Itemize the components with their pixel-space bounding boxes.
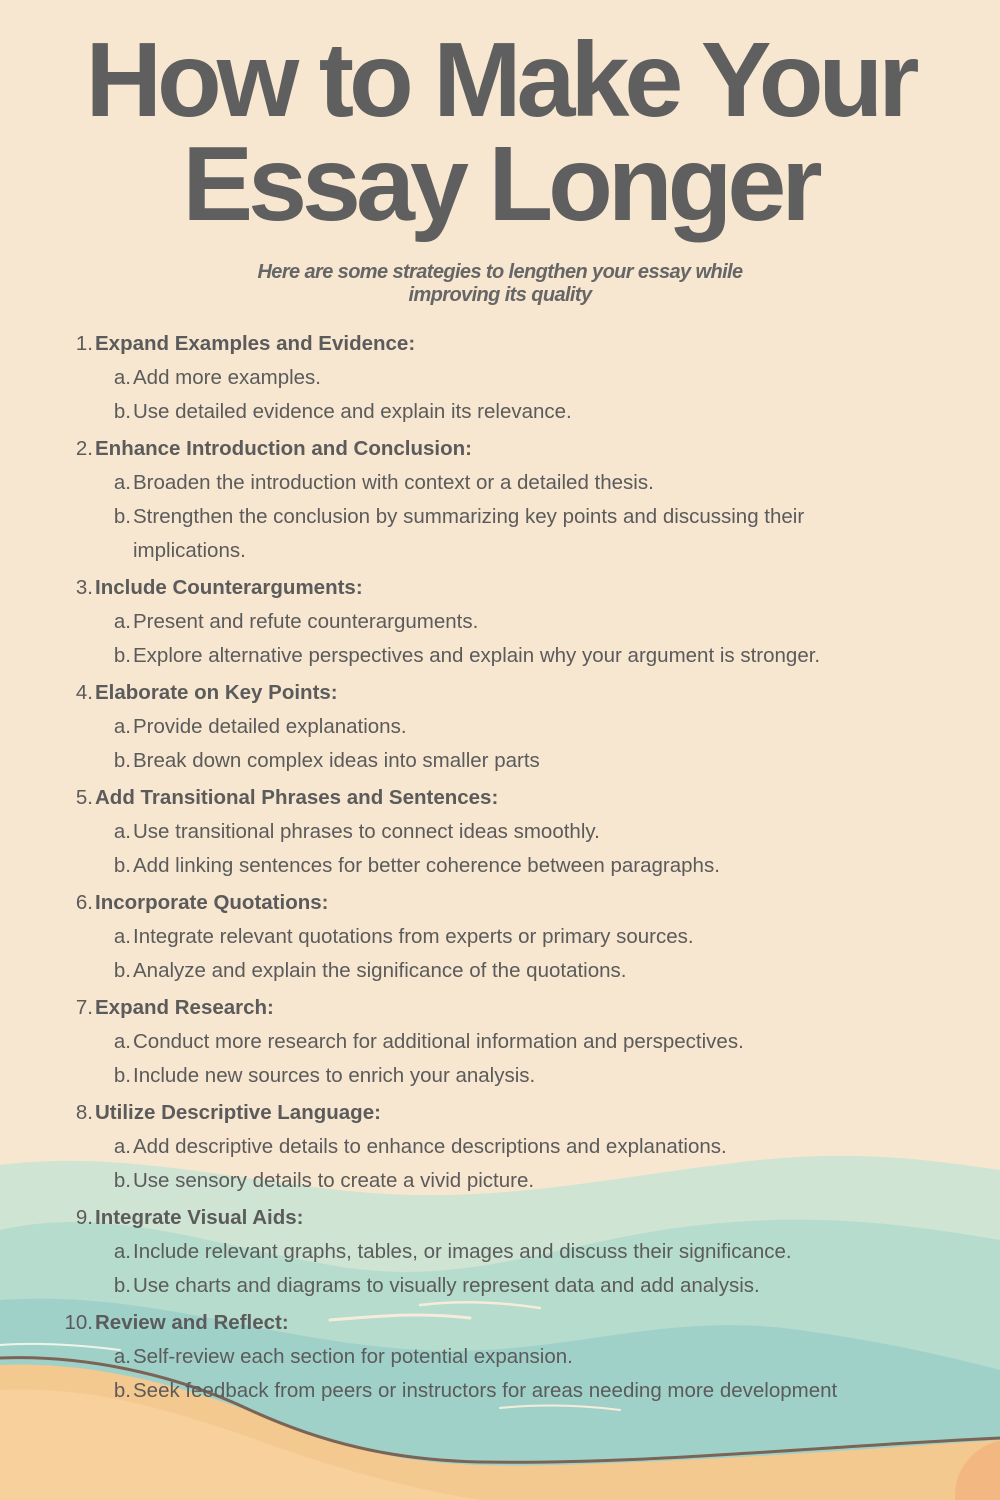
subitem-text: Self-review each section for potential expansion. bbox=[133, 1345, 573, 1368]
subitem-letter: b. bbox=[113, 854, 131, 877]
subitem-text: Use charts and diagrams to visually represent data and add analysis. bbox=[133, 1274, 760, 1297]
subitem-text: Conduct more research for additional information and perspectives. bbox=[133, 1030, 744, 1053]
strategy-subitem bbox=[0, 500, 1000, 568]
subitem-text: Add more examples. bbox=[133, 366, 322, 389]
strategy-heading-row bbox=[0, 886, 1000, 920]
strategy-heading-row bbox=[0, 991, 1000, 1025]
strategy-subitem bbox=[0, 639, 1000, 673]
strategy-subitem bbox=[0, 1340, 1000, 1374]
subitem-letter: b. bbox=[113, 1274, 131, 1297]
strategy-number: 2. bbox=[75, 437, 93, 460]
title-line-2: Essay Longer bbox=[182, 125, 818, 243]
strategy-item bbox=[0, 327, 1000, 429]
subitem-letter: b. bbox=[113, 1379, 131, 1402]
subitem-letter: a. bbox=[113, 820, 131, 843]
strategy-subitem bbox=[0, 395, 1000, 429]
subitem-text: Add descriptive details to enhance descriptions and explanations. bbox=[133, 1135, 727, 1158]
strategy-subitem bbox=[0, 815, 1000, 849]
strategy-heading: Utilize Descriptive Language: bbox=[95, 1101, 381, 1124]
subitem-text: Include new sources to enrich your analysis. bbox=[133, 1064, 536, 1087]
subitem-letter: b. bbox=[113, 505, 131, 528]
subitem-letter: b. bbox=[113, 959, 131, 982]
strategy-heading-row bbox=[0, 676, 1000, 710]
subitem-letter: a. bbox=[113, 925, 131, 948]
subitem-letter: a. bbox=[113, 1030, 131, 1053]
strategy-number: 9. bbox=[75, 1206, 93, 1229]
strategy-subitem bbox=[0, 605, 1000, 639]
subitem-text: Broaden the introduction with context or a detailed thesis. bbox=[133, 471, 654, 494]
strategy-heading: Elaborate on Key Points: bbox=[95, 681, 338, 704]
subitem-letter: b. bbox=[113, 749, 131, 772]
subitem-letter: a. bbox=[113, 366, 131, 389]
strategy-number: 4. bbox=[75, 681, 93, 704]
strategy-subitem bbox=[0, 954, 1000, 988]
subitem-text: Analyze and explain the significance of the quotations. bbox=[133, 959, 627, 982]
strategy-item bbox=[0, 886, 1000, 988]
subitem-letter: a. bbox=[113, 610, 131, 633]
strategy-subitem bbox=[0, 1164, 1000, 1198]
strategy-number: 8. bbox=[75, 1101, 93, 1124]
strategy-subitem bbox=[0, 920, 1000, 954]
subitem-text: Explore alternative perspectives and explain why your argument is stronger. bbox=[133, 644, 821, 667]
strategy-heading-row bbox=[0, 1096, 1000, 1130]
subitem-text: Seek feedback from peers or instructors for areas needing more development bbox=[133, 1379, 838, 1402]
subitem-text: Break down complex ideas into smaller parts bbox=[133, 749, 540, 772]
subitem-letter: b. bbox=[113, 1064, 131, 1087]
subitem-text: Add linking sentences for better coherence between paragraphs. bbox=[133, 854, 720, 877]
strategy-item bbox=[0, 571, 1000, 673]
subitem-text: Present and refute counterarguments. bbox=[133, 610, 479, 633]
strategy-heading: Expand Examples and Evidence: bbox=[95, 332, 416, 355]
subitem-letter: b. bbox=[113, 644, 131, 667]
strategy-heading: Integrate Visual Aids: bbox=[95, 1206, 304, 1229]
subitem-letter: a. bbox=[113, 715, 131, 738]
subtitle-line-1: Here are some strategies to lengthen your essay while bbox=[257, 261, 743, 283]
subitem-letter: b. bbox=[113, 400, 131, 423]
subitem-letter: a. bbox=[113, 1345, 131, 1368]
strategy-subitem bbox=[0, 1130, 1000, 1164]
strategy-subitem bbox=[0, 744, 1000, 778]
strategy-subitem bbox=[0, 1025, 1000, 1059]
strategy-item bbox=[0, 432, 1000, 568]
strategy-number: 10. bbox=[64, 1311, 93, 1334]
strategy-heading-row bbox=[0, 432, 1000, 466]
strategy-heading-row bbox=[0, 1201, 1000, 1235]
strategy-heading: Include Counterarguments: bbox=[95, 576, 363, 599]
strategy-item bbox=[0, 1201, 1000, 1303]
subitem-text: Use transitional phrases to connect ideas smoothly. bbox=[133, 820, 600, 843]
subitem-letter: a. bbox=[113, 1240, 131, 1263]
strategy-item bbox=[0, 781, 1000, 883]
strategy-subitem bbox=[0, 849, 1000, 883]
subitem-text: Include relevant graphs, tables, or images and discuss their significance. bbox=[133, 1240, 792, 1263]
strategy-heading: Incorporate Quotations: bbox=[95, 891, 329, 914]
strategy-heading-row bbox=[0, 1306, 1000, 1340]
strategy-number: 5. bbox=[75, 786, 93, 809]
strategy-subitem bbox=[0, 710, 1000, 744]
strategy-heading-row bbox=[0, 327, 1000, 361]
strategy-subitem bbox=[0, 1269, 1000, 1303]
page-title bbox=[0, 21, 1000, 243]
strategy-subitem bbox=[0, 466, 1000, 500]
subitem-text: Strengthen the conclusion by summarizing key points and discussing their implications. bbox=[133, 505, 805, 562]
strategy-heading-row bbox=[0, 571, 1000, 605]
strategy-number: 1. bbox=[75, 332, 93, 355]
subitem-text: Use detailed evidence and explain its relevance. bbox=[133, 400, 572, 423]
strategy-subitem bbox=[0, 1059, 1000, 1093]
strategy-heading: Add Transitional Phrases and Sentences: bbox=[95, 786, 499, 809]
strategy-subitem bbox=[0, 1374, 1000, 1408]
strategy-item bbox=[0, 991, 1000, 1093]
page-subtitle bbox=[0, 261, 1000, 307]
strategy-number: 6. bbox=[75, 891, 93, 914]
subitem-text: Integrate relevant quotations from experts or primary sources. bbox=[133, 925, 694, 948]
subitem-text: Use sensory details to create a vivid picture. bbox=[133, 1169, 535, 1192]
strategy-subitem bbox=[0, 1235, 1000, 1269]
strategy-list bbox=[0, 327, 1000, 1411]
strategy-item bbox=[0, 1096, 1000, 1198]
strategy-heading: Enhance Introduction and Conclusion: bbox=[95, 437, 472, 460]
strategy-heading: Review and Reflect: bbox=[95, 1311, 289, 1334]
title-line-1: How to Make Your bbox=[85, 21, 915, 139]
strategy-item bbox=[0, 676, 1000, 778]
subtitle-line-2: improving its quality bbox=[408, 284, 592, 306]
subitem-letter: b. bbox=[113, 1169, 131, 1192]
strategy-item bbox=[0, 1306, 1000, 1408]
strategy-heading-row bbox=[0, 781, 1000, 815]
strategy-number: 3. bbox=[75, 576, 93, 599]
subitem-letter: a. bbox=[113, 1135, 131, 1158]
subitem-text: Provide detailed explanations. bbox=[133, 715, 407, 738]
strategy-subitem bbox=[0, 361, 1000, 395]
strategy-number: 7. bbox=[75, 996, 93, 1019]
strategy-heading: Expand Research: bbox=[95, 996, 274, 1019]
subitem-letter: a. bbox=[113, 471, 131, 494]
